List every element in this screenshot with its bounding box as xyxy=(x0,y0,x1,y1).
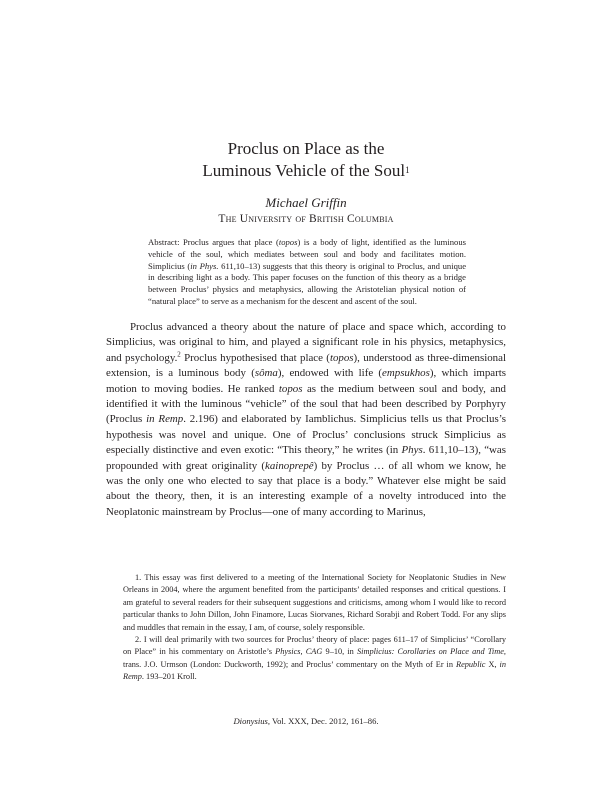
footnote-2 xyxy=(123,634,506,684)
footnote-title: Simplicius: Corollaries on Place and Time xyxy=(357,647,504,657)
footnote-title: CAG xyxy=(305,647,323,657)
footnote-title: in Remp xyxy=(123,659,506,682)
title-line-2-text: Luminous Vehicle of the Soul xyxy=(202,161,406,180)
body-paragraph xyxy=(106,320,506,520)
body-span: . 2.196) and elaborated by Iamblichus. Simplicius tells us that Proclus’s hypothesis was novel and unique. One of Proclus’ conclusions struck Simplicius as especially distinctive and even exotic: “This theory,” he writes (in xyxy=(106,413,506,457)
body-span: Proclus hypothesised that place ( xyxy=(180,351,330,364)
body-text xyxy=(106,320,506,520)
body-span: Proclus advanced a theory about the nature of place and space which, according to Simplicius, was original to him, and played a significant role in his physics, metaphysics, and psychology. xyxy=(106,321,506,364)
journal-citation-footer xyxy=(100,715,512,727)
article-title xyxy=(100,138,512,182)
footnote-span: 2. I will deal primarily with two sources for Proclus’ theory of place: pages 611–17 of Simplicius’ “Corollary on Place” in his commentary on Aristotle’s xyxy=(123,635,506,657)
footnote-span: , trans. J.O. Urmson (London: Duckworth, 1992); and Proclus’ commentary on the Myth of Er in xyxy=(123,647,506,669)
body-span: ), understood as three-dimensional extension, is a luminous body ( xyxy=(106,351,506,380)
body-term: topos xyxy=(278,382,303,395)
abstract-citation: in Phys. xyxy=(190,260,219,271)
footnote-title: Physics xyxy=(275,647,301,657)
abstract xyxy=(148,237,466,308)
abstract-text: 611,10–13) suggests that this theory is original to Proclus, and unique in describing light as a body. This paper focuses on the function of this theory as a bridge between Proclus’ physics and metaphysics, allowing the Aristotelian physical notion of “natural place” to serve as a mechanism for the descent and ascent of the soul. xyxy=(148,260,467,306)
author-name: Michael Griffin xyxy=(265,195,347,210)
title-line-2 xyxy=(100,160,512,182)
body-span: as the medium between soul and body, and identified it with the luminous “vehicle” of the soul that had been described by Porphyry (Proclus xyxy=(106,382,506,426)
body-span: . 611,10–13), “was propounded with great originality ( xyxy=(106,444,506,472)
footnote-1: 1. This essay was first delivered to a meeting of the International Society for Neoplatonic Studies in New Orleans in 2004, where the argument benefited from the participants’ detailed responses and critical questions. I am grateful to several readers for their subsequent suggestions and criticisms, among whom I would like to record particular thanks to John Dillon, John Finamore, Lucas Siorvanes, Richard Sorabji and Robert Todd. For any slips and muddles that remain in the essay, I am, of course, solely responsible. xyxy=(123,573,506,632)
body-term: topos xyxy=(329,351,354,364)
abstract-label: Abstract: xyxy=(148,237,183,247)
footnote-span: 9–10, in xyxy=(322,647,358,657)
body-term: kainoprepê xyxy=(265,459,314,472)
journal-volume: , Vol. XXX, Dec. 2012, 161–86. xyxy=(267,716,379,726)
body-term: sôma xyxy=(254,367,278,380)
abstract-text: ) is a body of light, identified as the luminous vehicle of the soul, which mediates between soul and body and facilitates motion. Simplicius ( xyxy=(148,237,466,271)
abstract-text: Proclus argues that place ( xyxy=(182,237,279,247)
author-affiliation: The University of British Columbia xyxy=(218,213,394,225)
body-span: ) by Proclus … of all whom we know, he was the only one who elected to say that place is a body.” Whatever else might be said about the theory, then, it is an interesting example of a novelty introduced into the Neoplatonic mainstream by Proclus—one of many according to Marinus, xyxy=(106,459,506,518)
footnote-span: , xyxy=(300,647,306,657)
abstract-term: topos xyxy=(278,237,298,247)
body-citation: Phys xyxy=(401,444,423,457)
body-term: empsukhos xyxy=(382,367,430,380)
title-line-1: Proclus on Place as the xyxy=(227,139,385,158)
footnote-marker-2[interactable]: 2 xyxy=(177,350,181,359)
footnote-span: . 193–201 Kroll. xyxy=(141,672,197,682)
footnote-span: X, xyxy=(485,659,500,669)
body-span: ), endowed with life ( xyxy=(277,367,383,380)
footnote-title: Republic xyxy=(456,659,486,669)
body-span: ), which imparts motion to moving bodies. He ranked xyxy=(106,367,506,395)
title-footnote-marker[interactable]: 1 xyxy=(405,165,410,175)
footnotes xyxy=(123,572,506,684)
body-citation: in Remp xyxy=(146,413,184,426)
journal-name: Dionysius xyxy=(233,716,268,726)
